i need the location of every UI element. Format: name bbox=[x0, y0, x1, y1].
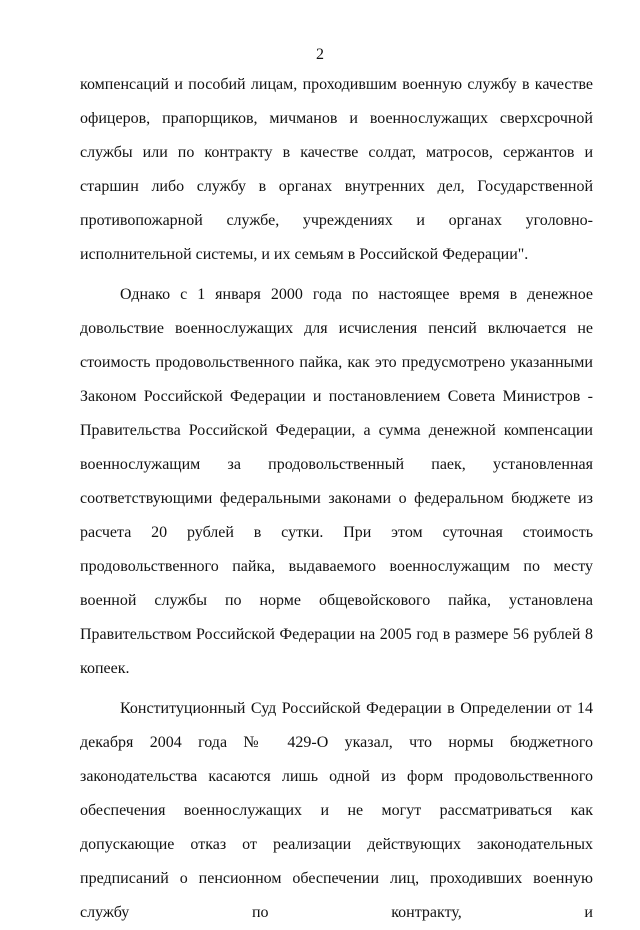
paragraph-continuation: компенсаций и пособий лицам, проходившим военную службу в качестве офицеров, прапорщиков, мичманов и военнослужащих сверхсрочной службы или по контракту в качестве солдат, матросов, сержантов и старшин либо службу в органах внутренних дел, Государственной противопожарной службе, учреждениях и органах уголовно-исполнительной системы, и их семьям в Российской Федерации". bbox=[80, 76, 593, 263]
page-number: 2 bbox=[316, 46, 324, 63]
document-body bbox=[80, 68, 593, 930]
paragraph-constitutional-court: Конституционный Суд Российской Федерации в Определении от 14 декабря 2004 года № 429-О указал, что нормы бюджетного законодательства касаются лишь одной из форм продовольственного обеспечения военнослужащих и не могут рассматриваться как допускающие отказ от реализации действующих законодательных предписаний о пенсионном обеспечении лиц, проходивших военную службу по контракту, и bbox=[80, 700, 593, 921]
paragraph-pension-allowance: Однако с 1 января 2000 года по настоящее время в денежное довольствие военнослужащих для исчисления пенсий включается не стоимость продовольственного пайка, как это предусмотрено указанными Законом Российской Федерации и постановлением Совета Министров - Правительства Российской Федерации, а сумма денежной компенсации военнослужащим за продовольственный паек, установленная соответствующими федеральными законами о федеральном бюджете из расчета 20 рублей в сутки. При этом суточная стоимость продовольственного пайка, выдаваемого военнослужащим по месту военной службы по норме общевойскового пайка, установлена Правительством Российской Федерации на 2005 год в размере 56 рублей 8 копеек. bbox=[80, 286, 593, 677]
